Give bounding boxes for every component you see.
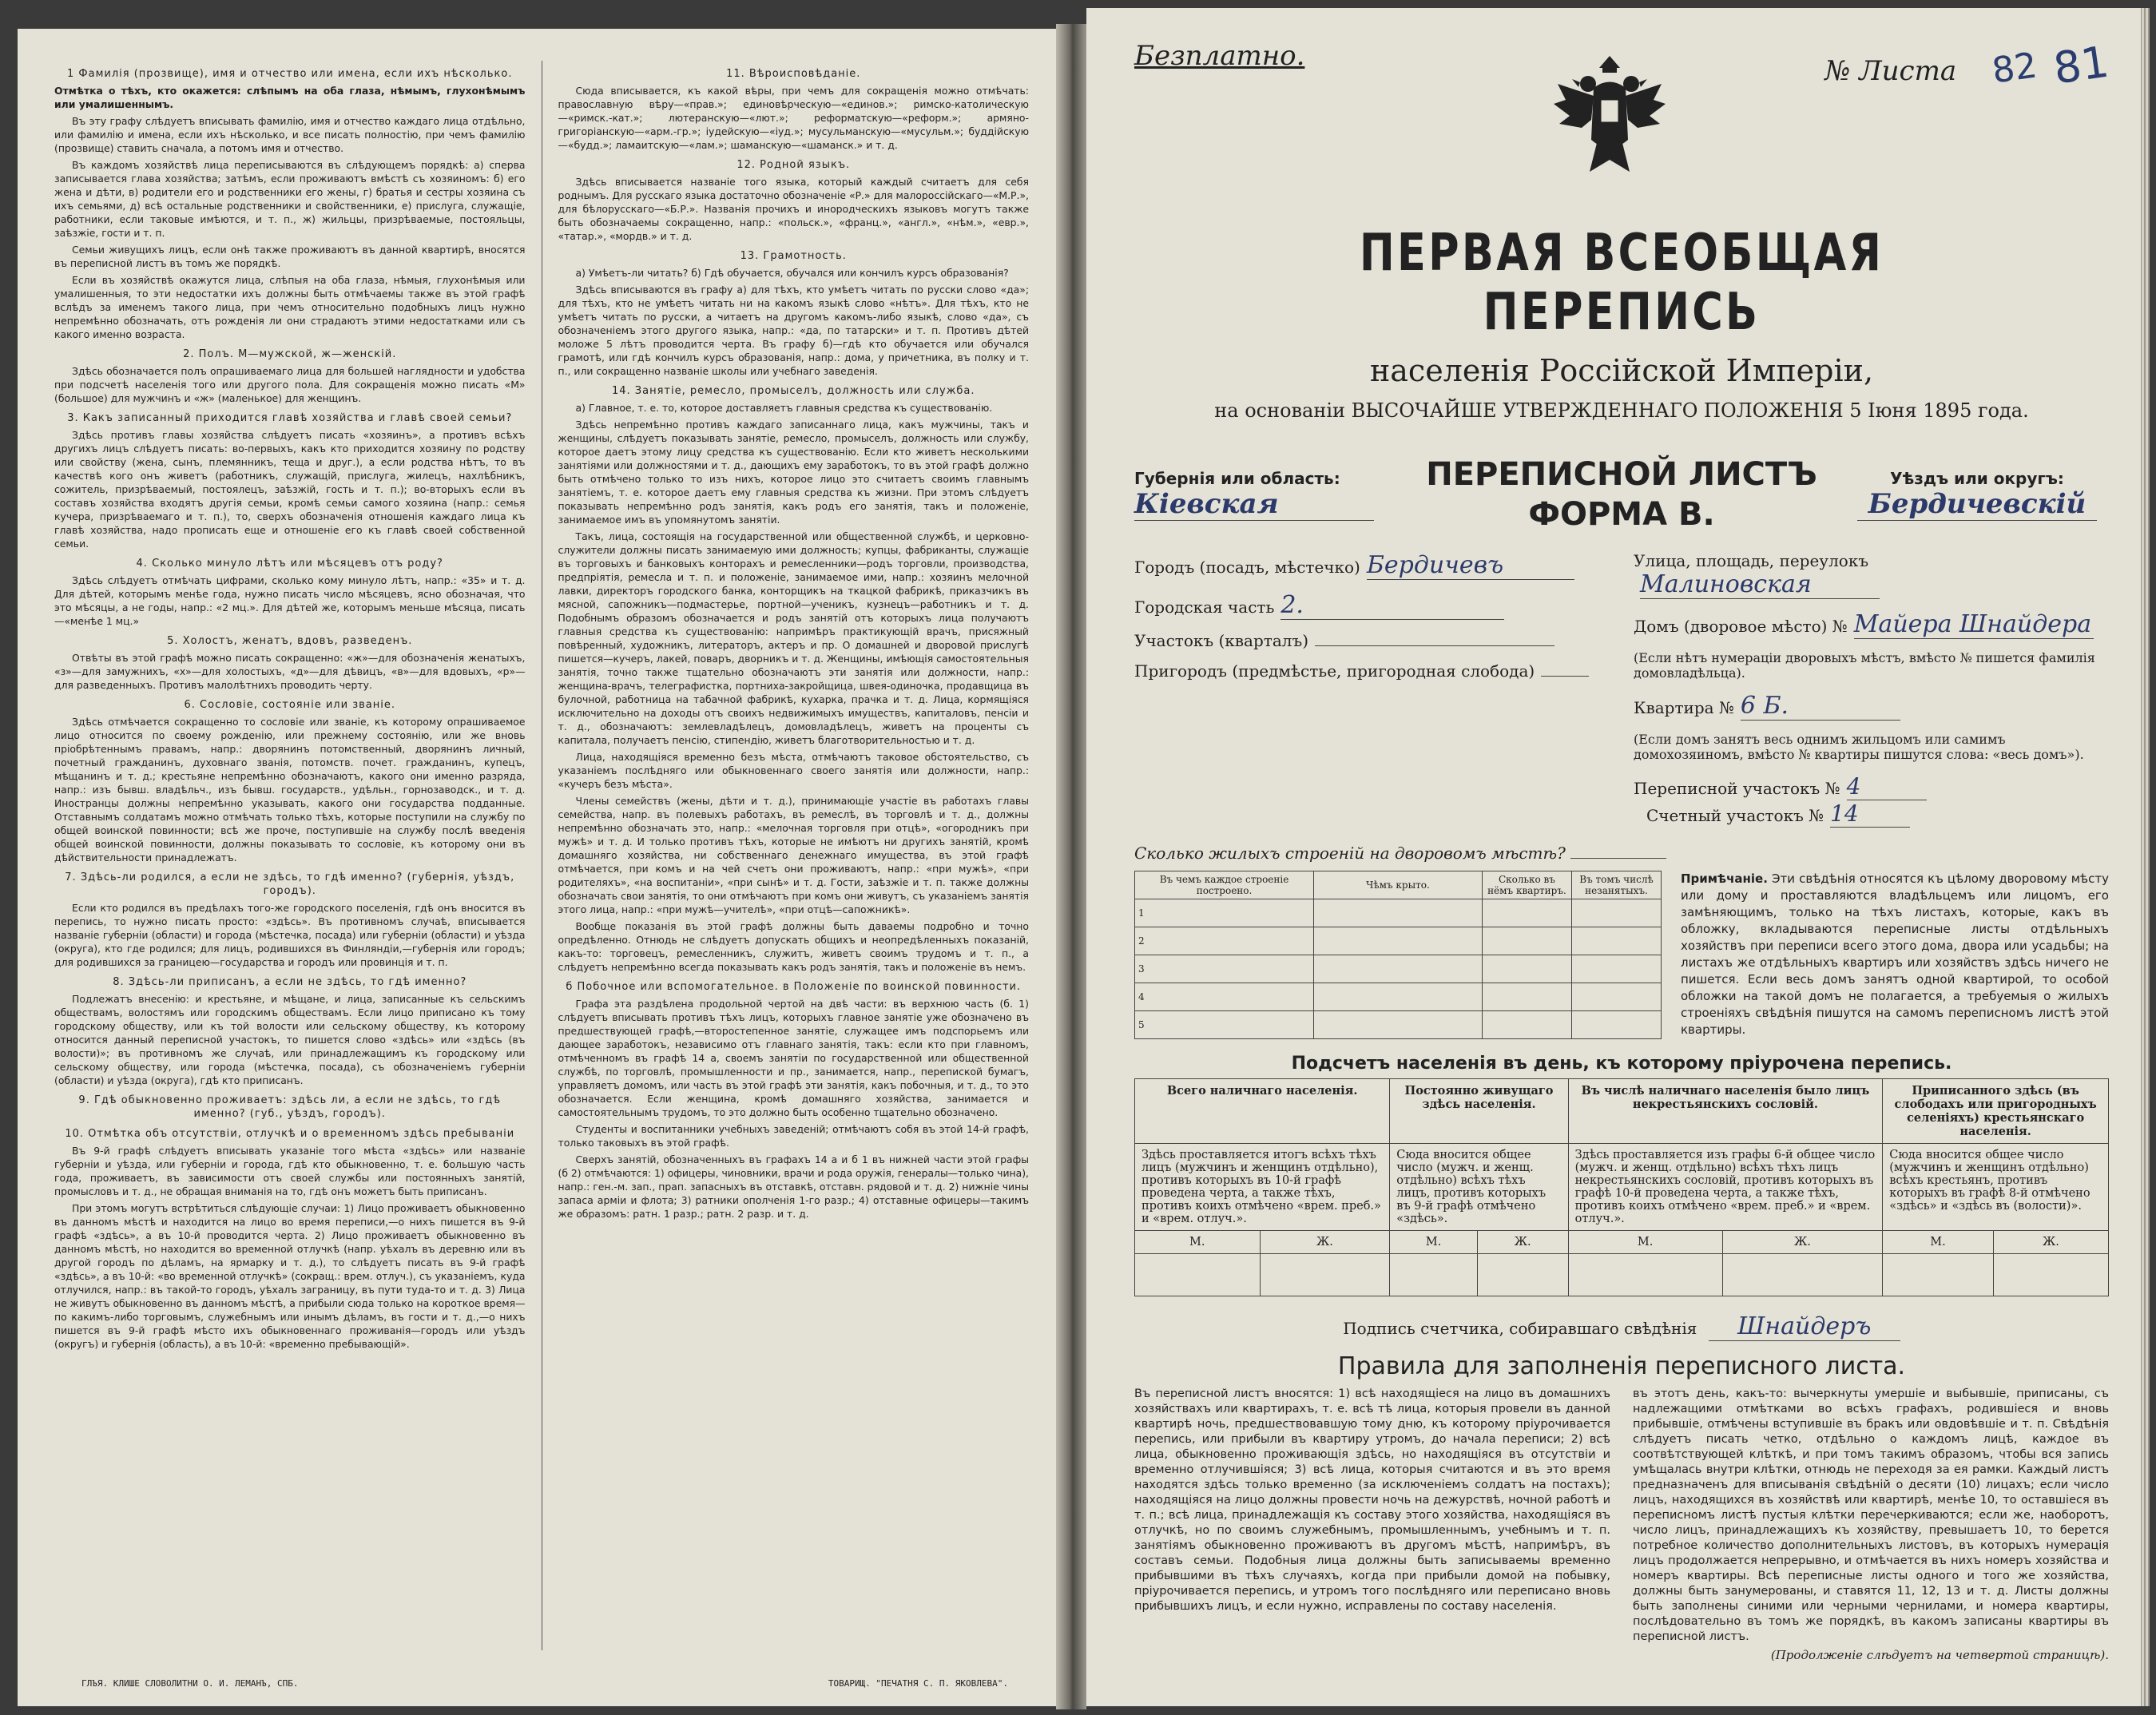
form-title-line-1: ПЕРЕПИСНОЙ ЛИСТЪ <box>1426 456 1817 493</box>
section-heading: 7. Здѣсь-ли родился, а если не здѣсь, то гдѣ именно? (губернія, уѣздъ, городъ). <box>65 871 515 897</box>
instructions-column-1 <box>54 61 526 1650</box>
rules-text <box>1134 1387 2109 1645</box>
count-column-instructions: Здѣсь проставляется изъ графы 6-й общее число (мужч. и женщ. отдѣльно) всѣхъ тѣхъ лицъ некрестьянскихъ сословій, противъ которыхъ въ графѣ 10-й проведена черта, а также тѣхъ, противъ коихъ отмѣчено «врем. преб.» и «врем. отлуч.». <box>1568 1144 1883 1231</box>
count-area-value: 14 <box>1830 800 1910 828</box>
table-cell <box>1482 1011 1571 1039</box>
form-main-title: ПЕРВАЯ ВСЕОБЩАЯ ПЕРЕПИСЬ <box>1359 224 1884 342</box>
row-number-cell: 4 <box>1135 983 1314 1011</box>
apartment-label: Квартира № <box>1634 698 1734 717</box>
suburb-value <box>1541 676 1589 677</box>
note-label: Примѣчаніе. <box>1681 871 1768 886</box>
form-title-line-2: ФОРМА В. <box>1528 496 1715 533</box>
note-text: Эти свѣдѣнія относятся къ цѣлому дворовому мѣсту или дому и проставляются владѣльцемъ или лицомъ, его замѣняющимъ, только на тѣхъ листахъ, которые, какъ въ обложку, вкладываются переписные листы отдѣльныхъ хозяйствъ при переписи всего этого дома, двора или усадьбы; на листахъ же отдѣльныхъ квартиръ или хозяйствъ здѣсь ничего не пишется. Если весь домъ занятъ одной квартирой, то особой обложки на такой домъ не полагается, а требуемыя о жилыхъ строеніяхъ свѣдѣнія пишутся на самомъ переписномъ листѣ этой квартиры. <box>1681 871 2109 1037</box>
section-heading: 3. Какъ записанный приходится главѣ хозяйства и главѣ своей семьи? <box>67 412 513 424</box>
legal-basis: на основаніи ВЫСОЧАЙШЕ УТВЕРЖДЕННАГО ПОЛОЖЕНІЯ 5 Іюня 1895 года. <box>1214 399 2029 422</box>
table-cell <box>1571 1011 1661 1039</box>
table-cell <box>1571 955 1661 983</box>
instruction-paragraph: Такъ, лица, состоящія на государственной или общественной службѣ, и церковно-служители должны писать занимаемую ими должность; купцы, фабриканты, служащіе въ торговыхъ и банковыхъ конторахъ и ремесленники—родъ торговли, производства, предпріятія, ремесла и т. п. и положеніе, занимаемое ими, напр.: хозяинъ мелочной лавки, директоръ городского банка, конторщикъ на ткацкой фабрикѣ, приказчикъ въ мясной, сапожникъ—подмастерье, портной—ученикъ, кузнецъ—работникъ и т. д. Подобнымъ образомъ обозначается и родъ занятій отъ которыхъ лица получаютъ главныя средства къ существованію: напримѣръ практикующій врачъ, присяжный повѣренный, художникъ, литераторъ, актеръ и пр. О домашней и дворовой прислугѣ пишется—кучеръ, лакей, поваръ, дворникъ и т. д. Женщины, имѣющія самостоятельныя занятія, точно также тщательно обозначаютъ эти занятія или должности, напр.: женщина-врачъ, телеграфистка, портниха-закройщица, швея-одиночка, продавщица въ булочной, работница на табачной фабрикѣ, кухарка, прачка и т. д. Лица, кормящіяся исключительно на доходы отъ своихъ недвижимыхъ имуществъ, капиталовъ, пенсіи и т. д., обозначаютъ: землевладѣлецъ, домовладѣлецъ, живетъ на проценты съ капитала, получаетъ пенсію, стипендію, живетъ благотворительностью и т. д. <box>558 530 1029 746</box>
female-column-label: Ж. <box>1260 1231 1390 1254</box>
section-heading: 4. Сколько минуло лѣтъ или мѣсяцевъ отъ роду? <box>136 558 443 570</box>
male-column-label: М. <box>1568 1231 1722 1254</box>
sheet-number-label: № Листа <box>1824 55 1957 87</box>
count-column-header: Приписанного здѣсь (въ слободахъ или пригородныхъ селеніяхъ) крестьянскаго населенія. <box>1883 1079 2109 1144</box>
table-cell <box>1314 1011 1483 1039</box>
instruction-paragraph: Отмѣтка о тѣхъ, кто окажется: слѣпымъ на оба глаза, нѣмымъ, глухонѣмымъ или умалишеннымъ. <box>54 85 526 110</box>
bld-header-vacant: Въ томъ числѣ незанятыхъ. <box>1571 871 1661 899</box>
uezd-block <box>1845 469 2109 521</box>
section-heading: б Побочное или вспомогательное. в Положеніе по воинской повинности. <box>566 981 1022 993</box>
buildings-note <box>1681 871 2109 1039</box>
instructions-column-2 <box>558 61 1030 1650</box>
city-part-label: Городская часть <box>1134 597 1275 617</box>
instruction-paragraph: Графа эта раздѣлена продольной чертой на двѣ части: въ верхнюю часть (б. 1) слѣдуетъ вписывать противъ тѣхъ лицъ, которыхъ главное занятіе уже обозначено въ предшествующей графѣ,—второстепенное занятіе, служащее имъ подспорьемъ или дающее заработокъ, независимо отъ главнаго занятія, такъ: если кто при главномъ, отмѣченномъ въ графѣ 14 а, своемъ занятіи по государственной или общественной службѣ, по торговлѣ, промышленности и пр., занимается, напр., перепиской бумагъ, управляетъ домомъ, или часть въ этой графѣ эти занятія, какъ побочныя, и т. д., то это обозначается. Если женщина, кромѣ домашняго хозяйства, занимается и самостоятельнымъ трудомъ, то это должно быть особенно тщательно обозначено. <box>558 998 1029 1118</box>
male-column-label: М. <box>1883 1231 1994 1254</box>
instruction-paragraph: При этомъ могутъ встрѣтиться слѣдующіе случаи: 1) Лицо проживаетъ обыкновенно въ данномъ мѣстѣ и находится на лицо во время переписи,—о нихъ пишется въ 9-й графѣ «здѣсь», а въ 10-й проводится черта. 2) Лицо проживаетъ обыкновенно въ данномъ мѣстѣ, но находится во временной отлучкѣ (напр. уѣхалъ въ деревню или въ другой городъ по дѣламъ, на ярмарку и т. д.), то слѣдуетъ писать въ 9-й графѣ «здѣсь», а въ 10-й: «во временной отлучкѣ» (сокращ.: врем. отлуч.), съ указаніемъ, куда отлучился, напр.: въ такой-то городъ, уѣхалъ заграницу, въ пути туда-то и т. д. 3) Лица не живутъ обыкновенно въ данномъ мѣстѣ, а прибыли сюда только на короткое время—по какимъ-либо торговымъ, служебнымъ или инымъ дѣламъ, въ гости и т. д.,—о нихъ пишется въ 9-й графѣ мѣсто ихъ обыкновеннаго проживанія—городъ или уѣздъ (округъ) и губернія (область), а въ 10-й: «временно пребывающій». <box>54 1202 526 1350</box>
signature-value: Шнайдеръ <box>1709 1312 1900 1341</box>
count-column-header: Всего наличнаго населенія. <box>1135 1079 1390 1144</box>
instruction-paragraph: Въ 9-й графѣ слѣдуетъ вписывать указаніе того мѣста «здѣсь» или названіе губерніи и уѣзда, или губерніи и города, гдѣ кто обыкновенно, т. е. большую часть года, проживаетъ, въ зависимости отъ своей службы или постоянныхъ занятій, промысловъ и т. д., не обращая вниманія на то, гдѣ онъ можетъ быть приписанъ. <box>54 1145 526 1197</box>
form-title-block <box>1426 455 1817 534</box>
table-cell <box>1482 899 1571 927</box>
form-subtitle: населенія Россійской Имперіи, <box>1369 353 1874 388</box>
female-column-label: Ж. <box>1993 1231 2108 1254</box>
uezd-label: Уѣздъ или округъ: <box>1890 468 2064 488</box>
section-heading: 10. Отмѣтка объ отсутствіи, отлучкѣ и о временномъ здѣсь пребываніи <box>65 1128 515 1140</box>
section-heading: 5. Холостъ, женатъ, вдовъ, разведенъ. <box>167 635 413 647</box>
instruction-paragraph: Студенты и воспитанники учебныхъ заведеній; отмѣчаютъ собя въ этой 14-й графѣ, только таковыхъ въ этой графѣ. <box>558 1123 1029 1149</box>
address-section <box>1134 551 2109 839</box>
instruction-paragraph: Здѣсь отмѣчается сокращенно то сословіе или званіе, къ которому опрашиваемое лицо относится по своему рожденію, или прежнему состоянію, или же вновь пріобрѣтеннымъ правамъ, напр.: дворянинъ потомственный, дворянинъ личный, почетный гражданинъ, духовнаго званія, потомств. почет. гражданинъ, купецъ, мѣщанинъ и т. д.; крестьяне непремѣнно обозначаютъ, какого они именно разряда, напр.: изъ бывш. владѣльч., изъ бывш. государств., удѣльн., горнозаводск., и т. д. Иностранцы должны непремѣнно указывать, какого они государства подданные. Отставнымъ солдатамъ можно отмѣчать только тѣхъ, которые поступили на службу по общей воинской повинности; всѣ же проче, поступившіе на службу послѣ введенія общей воинской повинности, должны показывать то сословіе, къ которому они въ дѣйствительности принадлежатъ. <box>54 716 526 863</box>
census-area-value: 4 <box>1847 773 1927 800</box>
gubernia-label: Губернія или область: <box>1134 468 1340 488</box>
instruction-paragraph: Вообще показанія въ этой графѣ должны быть даваемы подробно и точно опредѣленно. Отнюдь не слѣдуетъ допускать общихъ и неопредѣленныхъ показаній, какъ-то: торговецъ, ремесленникъ, служитъ, живетъ своимъ трудомъ и т. п., а слѣдуетъ непремѣнно всегда показывать какъ родъ занятія, такъ и положеніе въ немъ. <box>558 920 1029 973</box>
instruction-paragraph: Здѣсь вписываются въ графу а) для тѣхъ, кто умѣетъ читать по русски слово «да»; для тѣхъ, кто не умѣетъ читать ни на какомъ языкѣ слово «нѣтъ». Для тѣхъ, кто не умѣетъ читать по русски, а читаетъ на другомъ какомъ-либо языкѣ, слово «да», съ обозначеніемъ этого другого языка, напр.: «да, по татарски» и т. п. Противъ дѣтей моложе 5 лѣтъ проводится черта. Въ графу б)—гдѣ кто обучается или обучался грамотѣ, или гдѣ кончилъ курсъ образованія, напр.: дома, у причетника, въ полку и т. п., или сокращенно названіе школы или учебнаго заведенія. <box>558 284 1029 377</box>
table-cell <box>1482 955 1571 983</box>
buildings-row <box>1135 899 1662 927</box>
buildings-row <box>1135 927 1662 955</box>
table-cell <box>1571 927 1661 955</box>
table-cell <box>1482 983 1571 1011</box>
printer-imprint-left: ГЛЪЯ. КЛИШЕ СЛОВОЛИТНИ О. И. ЛЕМАНЪ, СПБ. <box>81 1678 299 1689</box>
table-cell <box>1314 983 1483 1011</box>
instruction-paragraph: Здѣсь вписывается названіе того языка, который каждый считаетъ для себя роднымъ. Для русскаго языка достаточно обозначеніе «Р.» для малороссійскаго—«М.Р.», для бѣлорусскаго—«Б.Р.». Названія прочихъ и инородческихъ языковъ могутъ также быть обозначаемы сокращенно, напр.: «польск.», «франц.», «англ.», «нѣм.», «евр.», «татар.», «мордв.» и т. д. <box>558 176 1029 242</box>
instruction-paragraph: Семьи живущихъ лицъ, если онѣ также проживаютъ въ данной квартирѣ, вносятся въ переписной листъ въ томъ же порядкѣ. <box>54 244 526 269</box>
buildings-row <box>1135 1011 1662 1039</box>
gubernia-value: Кіевская <box>1134 488 1374 521</box>
instruction-paragraph: Здѣсь слѣдуетъ отмѣчать цифрами, сколько кому минуло лѣтъ, напр.: «35» и т. д. Для дѣтей, которымъ менѣе года, нужно писать число мѣсяцевъ, ясно обозначая, что это мѣсяцы, а не годы, напр.: «2 мц.». Для дѣтей же, которымъ меньше мѣсяца, писать—«менѣе 1 мц.» <box>54 574 526 627</box>
count-value-cell <box>1390 1254 1478 1296</box>
rules-title: Правила для заполненія переписного листа. <box>1337 1352 1906 1380</box>
row-number-cell: 1 <box>1135 899 1314 927</box>
row-number-cell: 2 <box>1135 927 1314 955</box>
instruction-paragraph: Въ каждомъ хозяйствѣ лица переписываются въ слѣдующемъ порядкѣ: а) сперва записывается глава хозяйства; затѣмъ, если проживаютъ вмѣстѣ съ хозяиномъ: б) его жена и дѣти, в) родители его и родственники его жены, г) братья и сестры хозяина съ ихъ семьями, д) всѣ остальные родственники и свойственники, е) прислуга, служащіе, работники, если таковые имѣются, и т. п., ж) жильцы, призрѣваемые, постояльцы, заѣзжіе, гости и т. п. <box>54 159 526 239</box>
census-area-label: Переписной участокъ № <box>1634 779 1840 798</box>
count-column-instructions: Сюда вносится общее число (мужчинъ и женщинъ отдѣльно) всѣхъ крестьянъ, противъ которыхъ въ графѣ 8-й отмѣчено «здѣсь» и «здѣсь въ (волости)». <box>1883 1144 2109 1231</box>
instruction-paragraph: Въ эту графу слѣдуетъ вписывать фамилію, имя и отчество каждаго лица отдѣльно, или фамилію и имена, если ихъ нѣсколько, и все писать полностію, при чемъ фамилію (прозвище) ставить сначала, а потомъ имя и отчество. <box>54 115 526 154</box>
handwritten-number-1: 82 <box>1989 45 2040 92</box>
count-column-header: Въ числѣ наличнаго населенія было лицъ некрестьянскихъ сословій. <box>1568 1079 1883 1144</box>
left-page-instructions <box>18 29 1056 1706</box>
count-value-cell <box>1135 1254 1261 1296</box>
instruction-paragraph: Отвѣты въ этой графѣ можно писать сокращенно: «ж»—для обозначенія женатыхъ, «з»—для замужнихъ, «х»—для холостыхъ, «д»—для дѣвицъ, «в»—для вдовыхъ, «р»—для разведенныхъ. Противъ малолѣтнихъ проводить черту. <box>54 652 526 691</box>
suburb-label: Пригородъ (предмѣстье, пригородная слобода) <box>1134 661 1535 681</box>
population-count-title: Подсчетъ населенія въ день, къ которому пріурочена перепись. <box>1291 1054 1952 1074</box>
row-number-cell: 3 <box>1135 955 1314 983</box>
apartment-note: (Если домъ занятъ весь однимъ жильцомъ или самимъ домохозяиномъ, вмѣсто № квартиры пишутся слова: «весь домъ»). <box>1634 732 2084 762</box>
city-value: Бердичевъ <box>1367 551 1574 580</box>
buildings-question-text: Сколько жилыхъ строеній на дворовомъ мѣстѣ? <box>1134 844 1566 863</box>
apartment-value: 6 Б. <box>1741 692 1900 721</box>
count-value-cell <box>1722 1254 1883 1296</box>
buildings-row <box>1135 983 1662 1011</box>
house-note: (Если нѣтъ нумераціи дворовыхъ мѣстъ, вмѣсто № пишется фамилія домовладѣльца). <box>1634 650 2095 681</box>
buildings-row <box>1135 955 1662 983</box>
printer-imprint-right: ТОВАРИЩ. "ПЕЧАТНЯ С. П. ЯКОВЛЕВА". <box>828 1678 1008 1689</box>
uezd-value: Бердичевскій <box>1857 488 2097 521</box>
house-value: Майера Шнайдера <box>1854 610 2094 639</box>
street-label: Улица, площадь, переулокъ <box>1634 551 1869 570</box>
instruction-paragraph: а) Главное, т. е. то, которое доставляетъ главныя средства къ существованію. <box>575 402 993 414</box>
count-column-instructions: Сюда вносится общее число (мужч. и женщ. отдѣльно) всѣхъ тѣхъ лицъ, противъ которыхъ въ 9-й графѣ отмѣчено «здѣсь». <box>1390 1144 1568 1231</box>
instruction-paragraph: Здѣсь противъ главы хозяйства слѣдуетъ писать «хозяинъ», а противъ всѣхъ другихъ лицъ слѣдуетъ писать: во-первыхъ, какъ кто приходится хозяину по родству или свойству (жена, сынъ, племянникъ, теща и друг.), а если родства нѣтъ, то въ качествѣ кого онъ живетъ (работникъ, служащій, прислуга, жилецъ, нахлѣбникъ, сожитель, призрѣваемый, постоялецъ, заѣзжій, гость и т. п.); во-вторыхъ если въ составъ хозяйства входятъ другія семьи, кромѣ семьи самого хозяина (напр.: семья кучера, призрѣваемаго и т. п.), то, сверхъ обозначенія отношенія каждаго лица къ главѣ хозяйства, надо прописать еще и отношеніе его къ главѣ своей собственной семьи. <box>54 429 526 550</box>
table-cell <box>1314 899 1483 927</box>
city-label: Городъ (посадъ, мѣстечко) <box>1134 558 1360 577</box>
street-value: Малиновская <box>1640 570 1880 599</box>
instruction-paragraph: Если кто родился въ предѣлахъ того-же городского поселенія, гдѣ онъ вносится въ перепись, то нужно писать просто: «здѣсь». Въ противномъ случаѣ, вписывается названіе губерніи (области) и города (мѣстечка, посада) или губерніи (области) и уѣзда (округа), кто где родился; для лицъ, родившихся въ Финляндіи,—губернія или городъ; для родившихся за границею—государства и городъ или провинція и т. п. <box>54 902 526 968</box>
count-column-instructions: Здѣсь проставляется итогъ всѣхъ тѣхъ лицъ (мужчинъ и женщинъ отдѣльно), противъ которыхъ въ 10-й графѣ проведена черта, а также тѣхъ, противъ коихъ отмѣчено «врем. преб.» и «врем. отлуч.». <box>1135 1144 1390 1231</box>
instruction-paragraph: а) Умѣетъ-ли читать? б) Гдѣ обучается, обучался или кончилъ курсъ образованія? <box>575 267 1009 279</box>
table-cell <box>1571 899 1661 927</box>
section-heading: 12. Родной языкъ. <box>737 159 851 171</box>
district-label: Участокъ (кварталъ) <box>1134 631 1308 650</box>
buildings-answer <box>1570 858 1666 859</box>
instruction-paragraph: Здѣсь непремѣнно противъ каждаго записаннаго лица, какъ мужчины, такъ и женщины, слѣдуетъ показывать занятіе, ремесло, промыселъ, должность или службу, которое даетъ этому лицу средства къ существованію. Если кто живетъ несколькими занятіями или должностями и т. д., дающихъ ему заработокъ, то въ этой графѣ должно быть отмѣчено только то изъ нихъ, которое лицо это считаетъ своимъ главнымъ занятіемъ, т. е. которое даетъ ему главныя средства къ жизни. При этомъ слѣдуетъ показывать непремѣнно родъ занятія, какъ родъ его занятія, такъ и положеніе, занимаемое имъ въ упомянутомъ занятіи. <box>558 419 1029 526</box>
rules-column-1: Въ переписной листъ вносятся: 1) всѣ находящіеся на лицо въ домашнихъ хозяйствахъ или квартирахъ, т. е. всѣ тѣ лица, которыя провели въ данной квартирѣ ночь, предшествовавшую тому дню, къ которому пріурочивается перепись, или прибыли въ квартиру утромъ, до начала переписи; 2) всѣ лица, обыкновенно проживающія здѣсь, но находящіяся въ отсутствіи и временно отлучившіяся; 3) всѣ лица, которыя считаются и въ это время находятся здѣсь только временно (за исключеніемъ солдатъ на постахъ); находящіяся на лицо должны провести ночь на дежурствѣ, ночной работѣ и т. п.; всѣ лица, принадлежащія къ составу этого хозяйства, находящіяся въ отлучкѣ, но по своимъ служебнымъ, промышленнымъ, учебнымъ и т. п. занятіямъ обыкновенно проживаютъ въ другомъ мѣстѣ, напримѣръ, въ составъ семьи. Подобныя лица должны быть записываемы временно прибывшими въ тѣхъ случаяхъ, когда при прибыли домой на побывку, пріурочивается перепись, и утромъ того послѣдняго или переписано вновь прибывшихъ лицъ, и если нужно, исправлены по составу населенія. <box>1134 1387 1610 1613</box>
count-value-cell <box>1883 1254 1994 1296</box>
count-value-cell <box>1477 1254 1568 1296</box>
handwritten-number-2: 81 <box>2051 36 2113 94</box>
instruction-paragraph: Подлежатъ внесенію: и крестьяне, и мѣщане, и лица, записанные къ сельскимъ обществамъ, волостямъ или городскимъ обществамъ. Если лицо приписано къ тому городскому обществу, или къ той волости или сельскому обществу, къ которому относится данный переписной участокъ, то пишется слово «здѣсь» или «здѣсь (въ волости)»; въ противномъ же случаѣ, или принадлежащимъ къ городскому или сельскому обществу, или города (мѣстечка, посада), съ обозначеніемъ губерніи (области) и уѣзда (округа), гдѣ кто приписанъ. <box>54 993 526 1086</box>
instruction-paragraph: Члены семействъ (жены, дѣти и т. д.), принимающіе участіе въ работахъ главы семейства, напр. въ полевыхъ работахъ, въ ремеслѣ, въ торговлѣ и т. д., должны непремѣнно обозначать это, напр.: «мелочная торговля при отцѣ», «огородникъ при мужѣ» и т. д. И только противъ тѣхъ, которые не имѣютъ ни другихъ занятій, кромѣ домашняго хозяйства, ни собственнаго денежнаго имущества, въ этой графѣ отмѣчается, при комъ и на чей счетъ они проживаютъ, напр.: «при мужѣ», «при родителяхъ», «на воспитаніи», «при сынѣ» и т. д. Гости, заѣзжіе и т. п. также должны обозначать свои занятія, то они отмѣчаютъ при комъ они живутъ, съ указаніемъ занятія этого лица, напр.: «при мужѣ—учителѣ», «при отцѣ—сапожникѣ». <box>558 795 1029 915</box>
female-column-label: Ж. <box>1722 1231 1883 1254</box>
row-number-cell: 5 <box>1135 1011 1314 1039</box>
male-column-label: М. <box>1390 1231 1478 1254</box>
bld-header-apartments: Сколько въ нёмъ квартиръ. <box>1482 871 1571 899</box>
section-heading: 11. Вѣроисповѣданіе. <box>726 68 861 80</box>
signature-label: Подпись счетчика, собиравшаго свѣдѣнія <box>1343 1319 1697 1338</box>
table-cell <box>1482 927 1571 955</box>
continued-note: (Продолженіе слѣдуетъ на четвертой страницѣ). <box>1770 1648 2109 1662</box>
house-label: Домъ (дворовое мѣсто) № <box>1634 617 1848 636</box>
instruction-paragraph: Лица, находящіяся временно безъ мѣста, отмѣчаютъ таковое обстоятельство, съ указаніемъ послѣдняго или обыкновеннаго своего занятія или должности, напр.: «кучеръ безъ мѣста». <box>558 751 1029 790</box>
section-heading: 1 Фамилія (прозвище), имя и отчество или имена, если ихъ нѣсколько. <box>67 68 513 80</box>
count-value-cell <box>1993 1254 2108 1296</box>
section-heading: 14. Занятіе, ремесло, промыселъ, должность или служба. <box>611 385 975 397</box>
table-cell <box>1314 955 1483 983</box>
instruction-paragraph: Здѣсь обозначается полъ опрашиваемаго лица для большей наглядности и удобства при подсчетѣ населенія того или другого пола. Для сокращенія можно писать «М» (большое) для мужчинъ и «ж» (маленькое) для женщинъ. <box>54 365 526 404</box>
population-count-table <box>1134 1078 2109 1296</box>
buildings-question <box>1134 844 2109 863</box>
instruction-paragraph: Если въ хозяйствѣ окажутся лица, слѣпыя на оба глаза, нѣмыя, глухонѣмыя или умалишенныя, то эти недостатки ихъ должны быть отмѣчаемы также въ этой графѣ вслѣдъ за именемъ такого лица, при чемъ относительно подобныхъ лицъ нужно непремѣнно обозначать, отъ рожденія ли они страдаютъ этими недостатками или съ какого именно возраста. <box>54 274 526 340</box>
count-column-header: Постоянно живущаго здѣсь населенія. <box>1390 1079 1568 1144</box>
male-column-label: М. <box>1135 1231 1261 1254</box>
instruction-paragraph: Сверхъ занятій, обозначенныхъ въ графахъ 14 а и б 1 въ нижней части этой графы (б 2) отмѣчаются: 1) офицеры, чиновники, врачи и рода оружія, генералы—только чина), напр.: ген.-м. зап., прап. запасныхъ въ отставкѣ, отставн. рядовой и т. д. 2) нижніе чины запаса арміи и флота; 3) ратники ополченія 1-го разр.; 4) отставные офицеры—такимъ же образомъ: ратн. 1 разр.; ратн. 2 разр. и т. д. <box>558 1153 1029 1220</box>
double-headed-eagle-icon <box>1550 52 1670 188</box>
bld-header-roof: Чѣмъ крыто. <box>1314 871 1483 899</box>
bld-header-material: Въ чемъ каждое строеніе построено. <box>1135 871 1314 899</box>
instruction-paragraph: Сюда вписывается, къ какой вѣры, при чемъ для сокращенія можно отмѣчать: православную вѣру—«прав.»; единовѣрческую—«единов.»; римско-католическую—«римск.-кат.»; лютеранскую—«лют.»; реформатскую—«реформ.»; армяно-григоріанскую—«арм.-гр.»; іудейскую—«іуд.»; мусульманскую—«мусульм.»; буддійскую—«будд.»; ламаитскую—«лам.»; шаманскую—«шаманск.» и т. д. <box>558 85 1029 151</box>
female-column-label: Ж. <box>1477 1231 1568 1254</box>
section-heading: 6. Сословіе, состояніе или званіе. <box>184 699 395 711</box>
section-heading: 2. Полъ. М—мужской, ж—женскій. <box>183 348 397 360</box>
table-cell <box>1571 983 1661 1011</box>
district-value <box>1315 645 1554 646</box>
buildings-table <box>1134 871 1662 1039</box>
enumerator-signature-row <box>1134 1312 2109 1341</box>
gubernia-block <box>1134 469 1398 521</box>
table-cell <box>1314 927 1483 955</box>
count-value-cell <box>1260 1254 1390 1296</box>
book-gutter <box>1056 24 1086 1709</box>
section-heading: 8. Здѣсь-ли приписанъ, а если не здѣсь, то гдѣ именно? <box>113 976 467 988</box>
rules-column-2: въ этотъ день, какъ-то: вычеркнуты умершіе и выбывшіе, приписаны, съ надлежащими отмѣтками во всѣхъ графахъ, родившіеся и вновь прибывшіе, отмѣчены вступившіе въ бракъ или овдовѣвшіе и т. п. Свѣдѣнія слѣдуетъ писать четко, отдѣльно о каждомъ лицѣ, каждое въ соотвѣтствующей клѣткѣ, и при томъ такимъ образомъ, чтобы вся запись умѣщалась внутри клѣтки, отнюдь не переходя за ея рамки. Каждый листъ предназначенъ для вписыванія свѣдѣній о десяти (10) лицахъ; если число лицъ, находящихся въ хозяйствѣ или квартирѣ, менѣе 10, то оставшіеся въ переписномъ листѣ пустыя клѣтки перечеркиваются; если же, наоборотъ, число лицъ, принадлежащихъ къ хозяйству, превышаетъ 10, то берется потребное количество дополнительныхъ листовъ, въ которыхъ нумерація лицъ продолжается непрерывно, и отмѣчается въ нихъ номеръ хозяйства и номеръ квартиры. Всѣ переписные листы одного и того же хозяйства, должны быть занумерованы, и ставятся 11, 12, 13 и т. д. Листы должны быть заполнены синими или черными чернилами, и номера квартиры, послѣдовательно въ томъ же порядкѣ, въ какомъ записаны квартиры въ переписной листъ. <box>1633 1387 2109 1643</box>
section-heading: 13. Грамотность. <box>740 250 847 262</box>
count-value-cell <box>1568 1254 1722 1296</box>
right-page-census-form <box>1086 8 2141 1706</box>
free-label: Безплатно. <box>1134 40 1305 72</box>
section-heading: 9. Гдѣ обыкновенно проживаетъ: здѣсь ли, а если не здѣсь, то гдѣ именно? (губ., уѣздъ, городъ). <box>78 1094 502 1120</box>
city-part-value: 2. <box>1280 591 1504 620</box>
count-area-label: Счетный участокъ № <box>1646 806 1824 825</box>
